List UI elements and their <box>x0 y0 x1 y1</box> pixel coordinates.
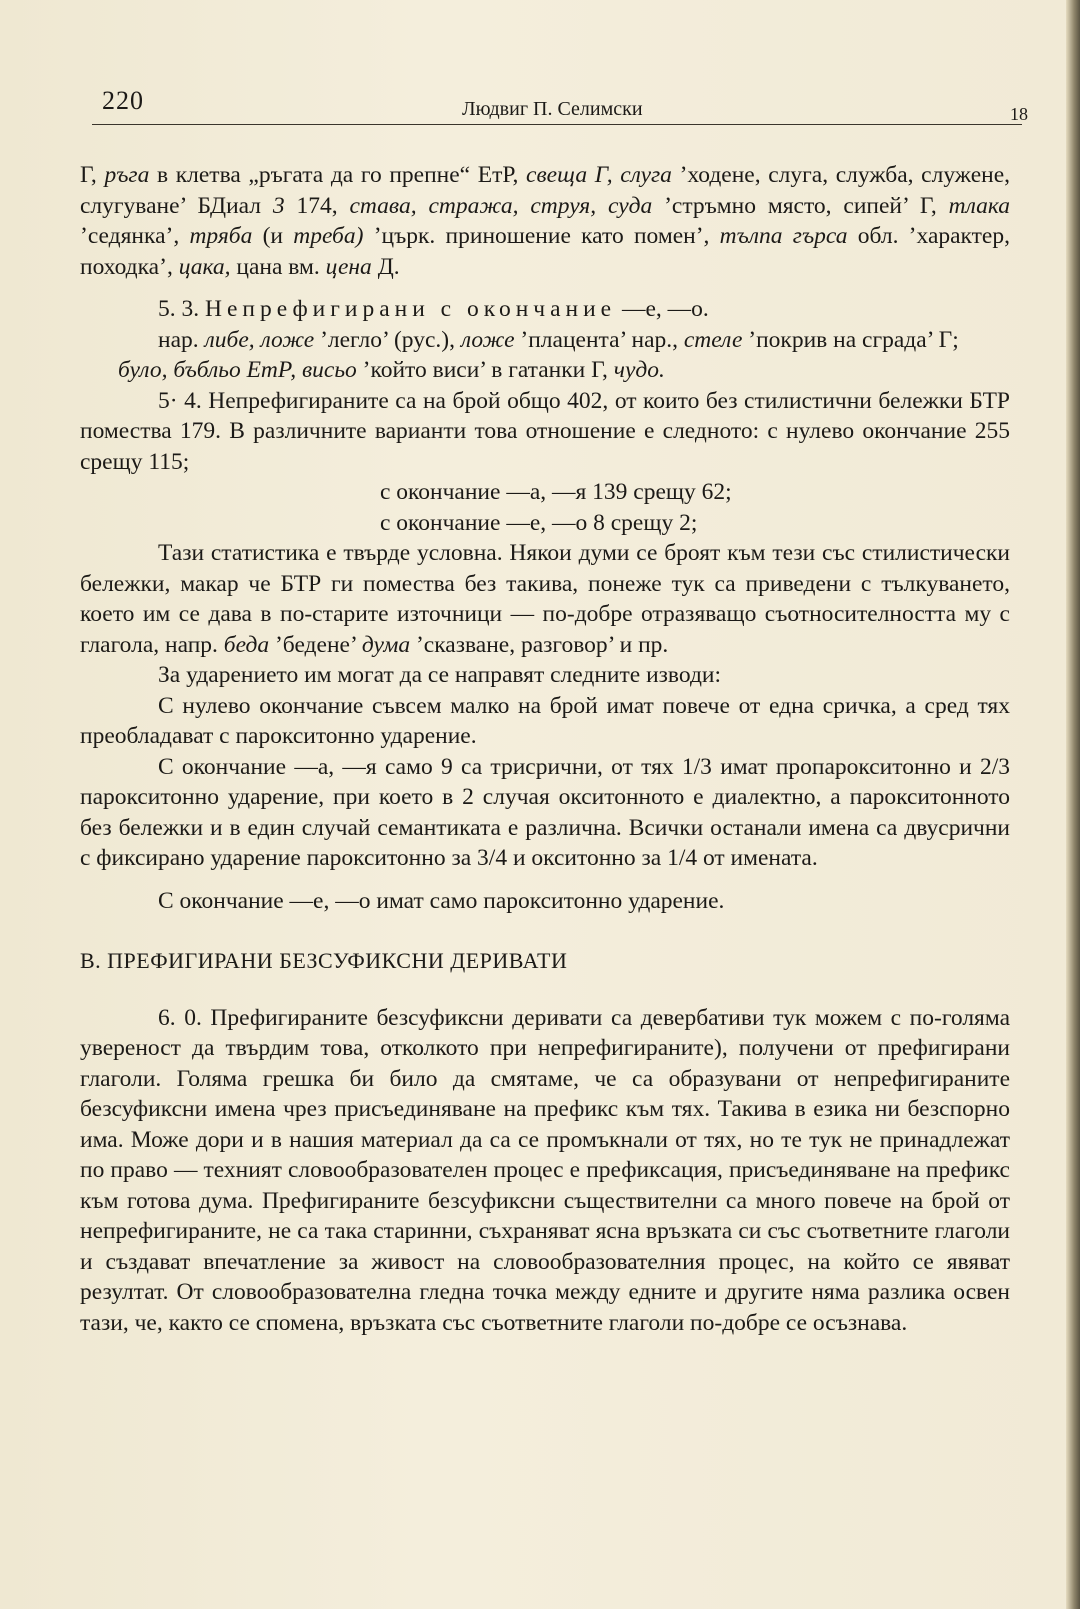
statistics-line-e: с окончание —е, —о 8 срещу 2; <box>380 509 698 536</box>
section-5-3-heading: 5. 3. Непрефигирани с окончание —е, —о. <box>158 296 709 322</box>
paragraph-examples-o: було, бъбльо ЕтР, висьо ’който виси’ в гатанки Г, чудо. <box>118 357 665 383</box>
signature-mark: 18 <box>1010 104 1028 124</box>
paragraph-e-ending: С окончание —е, —о имат само парокситонно ударение. <box>158 887 725 914</box>
paragraph-continued: Г, ръга в клетва „ръгата да го препне“ ЕтР, свеща Г, слуга ’ходене, слуга, служба, служене, слугуване’ БДиал 3 174, става, стража, струя, суда ’стръмно място, сипей’ Г, тлака ’седянка’, тряба (и треба) ’църк. приношение като помен’, тълпа гърса обл. ’характер, походка’, цака, цана вм. цена Д. <box>80 162 1011 280</box>
paragraph-stress-intro: За ударението им могат да се направят следните изводи: <box>158 662 722 688</box>
statistics-line-a: с окончание —а, —я 139 срещу 62; <box>380 479 732 505</box>
paragraph-a-ending: С окончание —а, —я само 9 са трисрични, от тях 1/3 имат пропарокситонно и 2/3 парокситонно ударение, при което в 2 случая окситонното е диалектно, а парокситонното без бележки и в един случай семантиката е различна. Всички останали имена са двусрични с фиксирано ударение парокситонно за 3/4 и окситонно за 1/4 от имената. <box>80 753 1010 871</box>
header-rule <box>92 124 1022 125</box>
section-title: В. ПРЕФИГИРАНИ БЕЗСУФИКСНИ ДЕРИВАТИ <box>80 948 568 973</box>
paragraph-zero-ending: С нулево окончание съвсем малко на брой имат повече от една сричка, а сред тях преобладават с парокситонно ударение. <box>80 692 1010 749</box>
paragraph-statistics-note: Тази статистика е твърде условна. Някои думи се броят към тези със стилистически бележки, макар че БТР ги помества без такива, понеже тук са приведени с тълкуването, което им се дава в по-старите източници — по-добре отразяващо съотносителността му с глагола, напр. беда ’бедене’ дума ’сказване, разговор’ и пр. <box>80 540 1010 658</box>
section-5-4-paragraph: 5· 4. Непрефигираните са на брой общо 402, от които без стилистични бележки БТР помества 179. В различните варианти това отношение е следното: с нулево окончание 255 срещу 115; <box>80 387 1010 475</box>
page-body <box>80 160 1010 1338</box>
section-6-0-paragraph: 6. 0. Префигираните безсуфиксни деривати са девербативи тук можем с по-голяма увереност да твърдим това, отколкото при непрефигираните), получени от префигирани глаголи. Голяма грешка би било да смятаме, че са образувани от непрефигираните безсуфиксни имена чрез присъединяване на префикс към тях. Такива в езика ни безспорно има. Може дори и в нашия материал да са се промъкнали от тях, но те тук не принадлежат по право — техният словообразователен процес е префиксация, присъединяване на префикс към готова дума. Префигираните безсуфиксни съществителни са много повече на брой от непрефигираните, не са така старинни, съхраняват ясна връзката си със съответните глаголи и създават впечатление за живост на словообразователния процес, на който се явяват резултат. От словообразователна гледна точка между едните и другите няма разлика освен тази, че, както се спомена, връзката със съответните глаголи по-добре се осъзнава. <box>80 1004 1010 1336</box>
page-header <box>92 80 1042 130</box>
page-number: 220 <box>102 86 144 115</box>
page-edge-shadow <box>1066 0 1080 1609</box>
running-head: Людвиг П. Селимски <box>462 98 643 120</box>
paragraph-examples-e: нар. либе, ложе ’легло’ (рус.), ложе ’плацента’ нар., стеле ’покрив на сграда’ Г; <box>158 326 959 353</box>
